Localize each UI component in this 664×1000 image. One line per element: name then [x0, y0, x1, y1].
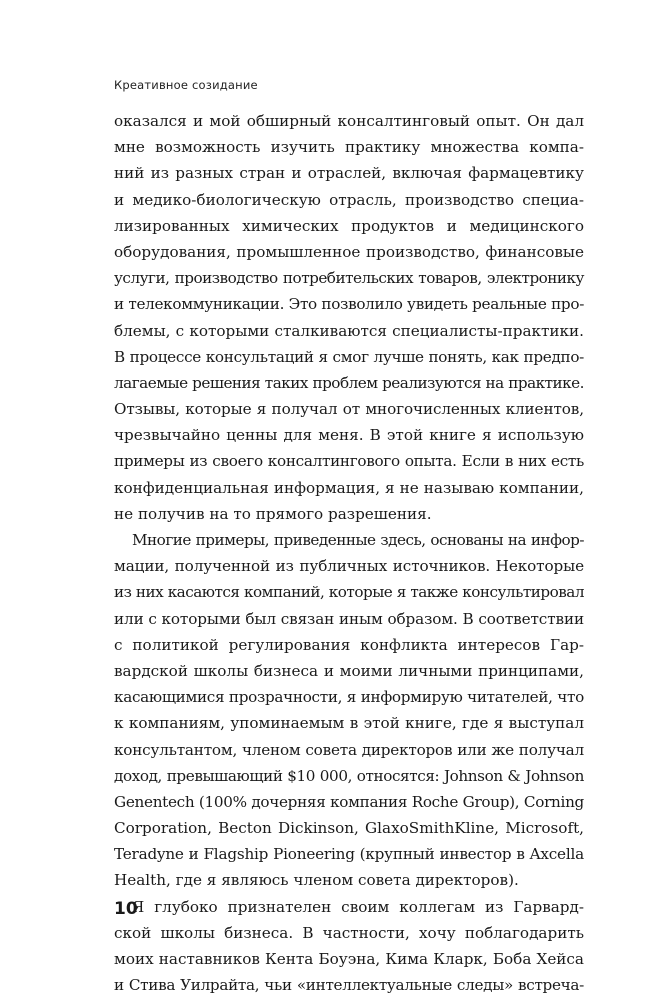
text-line: ской школы бизнеса. В частности, хочу поблагодарить: [114, 923, 584, 942]
text-line: чрезвычайно ценны для меня. В этой книге я использую: [114, 426, 584, 445]
text-line: Teradyne и Flagship Pioneering (крупный инвестор в Axcella: [114, 845, 584, 864]
text-line: услуги, производство потребительских товаров, электронику: [114, 269, 584, 288]
text-line: примеры из своего консалтингового опыта. Если в них есть: [114, 452, 584, 471]
text-line: мне возможность изучить практику множества компа-: [114, 138, 584, 157]
text-line: или с которыми был связан иным образом. В соответствии: [114, 609, 584, 628]
paragraph-3: [114, 894, 584, 999]
text-line: доход, превышающий $10 000, относятся: Johnson & Johnson: [114, 766, 584, 785]
text-line: не получив на то прямого разрешения.: [114, 504, 432, 523]
text-line: Отзывы, которые я получал от многочисленных клиентов,: [114, 400, 584, 419]
text-line: вардской школы бизнеса и моими личными принципами,: [114, 661, 584, 680]
page-number: 10: [114, 899, 138, 919]
running-header: Креативное созидание: [114, 78, 258, 92]
body-text: [114, 108, 584, 998]
text-line: и телекоммуникации. Это позволило увидеть реальные про-: [114, 295, 585, 314]
text-line: касающимися прозрачности, я информирую читателей, что: [114, 688, 584, 707]
text-line: ний из разных стран и отраслей, включая фармацевтику: [114, 164, 584, 183]
text-line: Genentech (100% дочерняя компания Roche Group), Corning: [114, 792, 584, 811]
text-line: с политикой регулирования конфликта интересов Гар-: [114, 635, 584, 654]
paragraph-2: [114, 527, 584, 894]
text-line: Многие примеры, приведенные здесь, основаны на инфор-: [132, 531, 584, 549]
text-line: моих наставников Кента Боуэна, Кима Кларк, Боба Хейса: [114, 950, 584, 968]
text-line: оказался и мой обширный консалтинговый опыт. Он дал: [114, 112, 584, 130]
text-line: Я глубоко признателен своим коллегам из Гарвард-: [132, 897, 584, 916]
text-line: оборудования, промышленное производство, финансовые: [114, 242, 584, 261]
text-line: консультантом, членом совета директоров или же получал: [114, 740, 584, 759]
text-line: лизированных химических продуктов и медицинского: [114, 216, 584, 235]
paragraph-1: [114, 108, 584, 527]
text-line: блемы, с которыми сталкиваются специалисты-практики.: [114, 321, 584, 340]
text-line: и медико-биологическую отрасль, производство специа-: [114, 190, 584, 209]
text-line: Corporation, Becton Dickinson, GlaxoSmithKline, Microsoft,: [114, 819, 584, 838]
text-line: из них касаются компаний, которые я также консультировал: [114, 583, 584, 602]
text-line: к компаниям, упоминаемым в этой книге, где я выступал: [114, 714, 584, 733]
text-line: лагаемые решения таких проблем реализуются на практике.: [114, 373, 584, 392]
text-line: Health, где я являюсь членом совета директоров).: [114, 871, 519, 890]
text-line: и Стива Уилрайта, чьи «интеллектуальные следы» встреча-: [114, 976, 584, 995]
text-line: В процессе консультаций я смог лучше понять, как предпо-: [114, 347, 584, 366]
text-line: конфиденциальная информация, я не называю компании,: [114, 478, 584, 497]
text-line: мации, полученной из публичных источников. Некоторые: [114, 557, 584, 576]
